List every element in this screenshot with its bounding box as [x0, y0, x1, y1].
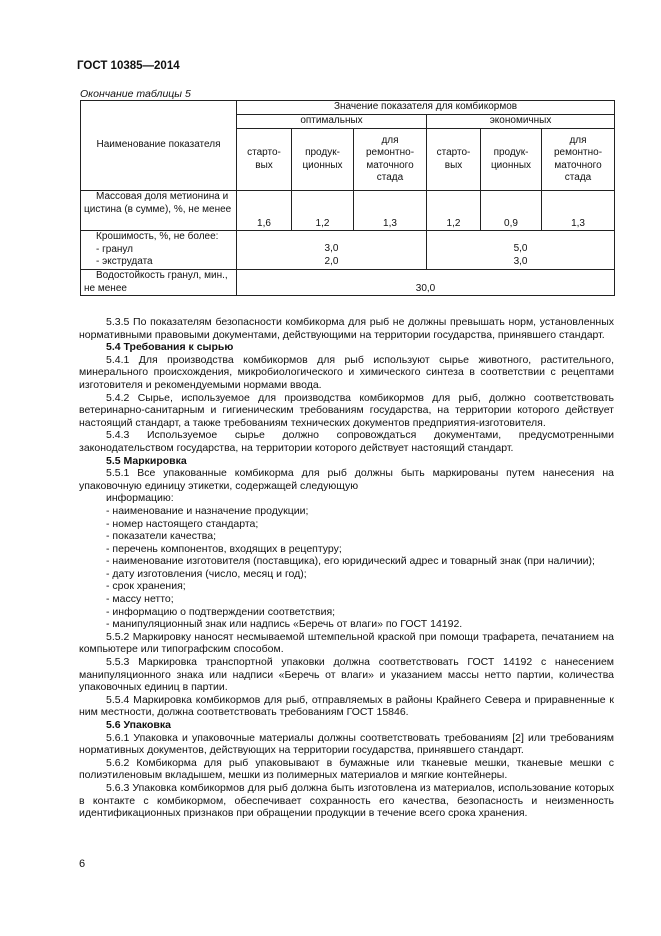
list-item: - информацию о подтверждении соответствия;: [106, 605, 336, 618]
list-item: - срок хранения;: [106, 580, 186, 593]
list-item: - номер настоящего стандарта;: [106, 517, 259, 530]
table-cell: 2,0: [324, 255, 339, 267]
crumb-sub-granules: - гранул: [96, 243, 134, 255]
paragraph-5-6-3: 5.6.3 Упаковка комбикормов для рыб должна быть изготовлена из материалов, использование которых в контакте с комбикормом, обеспечивает сохранность его качества, безопасность и неизменность идентификационных признаков при обращении продукции в течение всего срока хранения.: [79, 781, 614, 820]
list-intro: информацию:: [106, 492, 174, 505]
paragraph-5-4-1: 5.4.1 Для производства комбикормов для рыб используют сырье животного, растительного, минерального происхождения, микробиологического и химического синтеза в соответствии с рецептами изготовителя и рекомендуемыми нормами ввода.: [79, 353, 614, 391]
section-heading-5-5: 5.5 Маркировка: [106, 454, 187, 467]
list-item: - дату изготовления (число, месяц и год);: [106, 567, 307, 580]
paragraph-5-6-1: 5.6.1 Упаковка и упаковочные материалы должны соответствовать требованиям [2] или требованиям нормативных документов, действующих на территории государства, принявшего стандарт.: [79, 731, 614, 757]
row-name-methionine: Массовая доля метионина и цистина (в сумме), %, не менее: [81, 191, 237, 231]
paragraph-5-4-2: 5.4.2 Сырье, используемое для производства комбикормов для рыб, должно соответствовать ветеринарно-санитарным и гигиеническим требованиям государства, на территории которого действует настоящий стандарт, а также требованиям технических документов предприятия-изготовителя.: [79, 391, 614, 429]
paragraph-5-5-3: 5.5.3 Маркировка транспортной упаковки должна соответствовать ГОСТ 14192 с нанесением манипуляционного знака или надписи «Беречь от влаги» и указанием массы нетто партии, количества упаковочных единиц в партии.: [79, 656, 614, 694]
start-header-opt: старто-вых: [237, 129, 292, 191]
list-item: - наименование изготовителя (поставщика), его юридический адрес и товарный знак (при наличии);: [106, 555, 595, 568]
row-name-water: Водостойкость гранул, мин., не менее: [81, 270, 237, 296]
name-column-header: Наименование показателя: [81, 101, 237, 191]
table-cell: 3,0: [324, 243, 339, 254]
crumb-economic-values: [427, 231, 615, 270]
rem-header-eco: для ремонтно-маточного стада: [542, 129, 615, 191]
paragraph-5-6-2: 5.6.2 Комбикорма для рыб упаковывают в бумажные или тканевые мешки, тканевые мешки с полиэтиленовым вкладышем, мешки из полимерных материалов и мягкие контейнеры.: [79, 756, 614, 782]
table-cell: 1,2: [292, 191, 354, 231]
body-text: [79, 316, 614, 820]
paragraph-5-5-2: 5.5.2 Маркировку наносят несмываемой штемпельной краской при помощи трафарета, печатанием на компьютере или типографским способом.: [79, 630, 614, 656]
table-cell: 1,3: [354, 191, 427, 231]
table-cell: 1,3: [542, 191, 615, 231]
crumb-optimal-values: [237, 231, 427, 270]
start-header-eco: старто-вых: [427, 129, 481, 191]
data-table: [80, 100, 615, 296]
crumb-label: Крошимость, %, не более:: [96, 231, 219, 242]
row-name-crumb: [81, 231, 237, 270]
table-caption: Окончание таблицы 5: [80, 88, 191, 100]
section-heading-5-6: 5.6 Упаковка: [106, 719, 171, 731]
table-cell: 0,9: [481, 191, 542, 231]
prod-header-eco: продук-ционных: [481, 129, 542, 191]
prod-header-opt: продук-ционных: [292, 129, 354, 191]
crumb-sub-extrudate: - экструдата: [96, 256, 153, 267]
table-cell: 3,0: [513, 255, 528, 267]
page-number: 6: [79, 858, 86, 870]
optimal-header: оптимальных: [237, 115, 427, 129]
table-cell: 5,0: [513, 243, 528, 254]
rem-header-opt: для ремонтно-маточного стада: [354, 129, 427, 191]
paragraph-5-5-1: 5.5.1 Все упакованные комбикорма для рыб должны быть маркированы путем нанесения на упаковочную единицу этикетки, содержащей следующую: [79, 467, 614, 492]
list-item: - наименование и назначение продукции;: [106, 504, 309, 517]
section-heading-5-4: 5.4 Требования к сырью: [106, 341, 234, 354]
economic-header: экономичных: [427, 115, 615, 129]
paragraph-5-5-4: 5.5.4 Маркировка комбикормов для рыб, отправляемых в районы Крайнего Севера и приравненные к ним местности, должна соответствовать требованиям ГОСТ 15846.: [79, 693, 614, 719]
document-header: ГОСТ 10385—2014: [77, 60, 180, 72]
table-cell: 30,0: [237, 270, 615, 296]
table-cell: 1,2: [427, 191, 481, 231]
list-item: - манипуляционный знак или надпись «Беречь от влаги» по ГОСТ 14192.: [106, 618, 463, 631]
paragraph-5-3-5: 5.3.5 По показателям безопасности комбикорма для рыб не должны превышать норм, установленных нормативными правовыми документами, действующими на территории государства, принявшего стандарт.: [79, 316, 614, 341]
value-group-header: Значение показателя для комбикормов: [237, 101, 615, 115]
list-item: - показатели качества;: [106, 530, 217, 543]
paragraph-5-4-3: 5.4.3 Используемое сырье должно сопровождаться документами, предусмотренными законодательством государства, на территории которого действует настоящий стандарт.: [79, 429, 614, 454]
list-item: - массу нетто;: [106, 593, 174, 606]
list-item: - перечень компонентов, входящих в рецептуру;: [106, 542, 342, 555]
table-cell: 1,6: [237, 191, 292, 231]
